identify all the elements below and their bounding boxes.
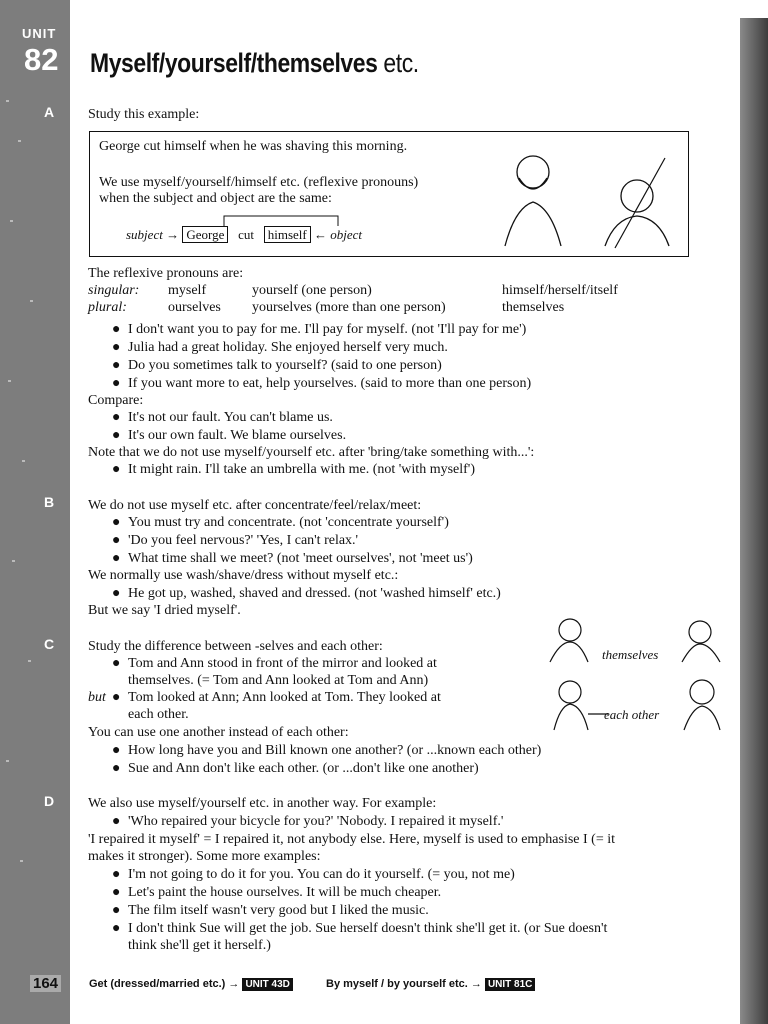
subject-word: George [182, 226, 228, 243]
singular-first: myself [168, 283, 207, 298]
shaving-man-illustration [495, 138, 685, 248]
list-item: ● Tom looked at Ann; Ann looked at Tom. They looked at [112, 690, 441, 705]
plural-first: ourselves [168, 300, 221, 315]
list-item-continued: each other. [128, 707, 189, 722]
list-item: ● He got up, washed, shaved and dressed. (not 'washed himself' etc.) [112, 586, 501, 601]
when-subject-object-line: when the subject and object are the same: [99, 191, 332, 206]
singular-label: singular: [88, 283, 140, 298]
title-main: Myself/yourself/themselves [90, 48, 378, 78]
use-reflexive-line: We use myself/yourself/himself etc. (reflexive pronouns) [99, 175, 419, 190]
list-item: ● Sue and Ann don't like each other. (or ...don't like one another) [112, 761, 479, 776]
but-label: but [88, 690, 106, 705]
list-item: ● 'Who repaired your bicycle for you?' 'Nobody. I repaired it myself.' [112, 814, 504, 829]
compare-label: Compare: [88, 393, 144, 408]
unit-tag: UNIT 43D [242, 978, 292, 991]
study-example-intro: Study this example: [88, 107, 200, 122]
list-item: ● It's our own fault. We blame ourselves. [112, 428, 347, 443]
plural-third: themselves [502, 300, 565, 315]
example-sentence: George cut himself when he was shaving this morning. [99, 139, 408, 154]
reflexive-intro: The reflexive pronouns are: [88, 266, 244, 281]
footer-right-link[interactable]: By myself / by yourself etc. → UNIT 81C [326, 978, 535, 990]
verb-word: cut [238, 227, 254, 242]
unit-tag: UNIT 81C [485, 978, 535, 991]
one-another-line: You can use one another instead of each other: [88, 725, 349, 740]
section-marker-a: A [44, 104, 55, 120]
list-item: ● How long have you and Bill known one another? (or ...known each other) [112, 743, 542, 758]
list-item-continued: think she'll get it herself.) [128, 938, 271, 953]
list-item: ● I don't want you to pay for me. I'll pay for myself. (not 'I'll pay for me') [112, 322, 527, 337]
section-d-intro: We also use myself/yourself etc. in another way. For example: [88, 796, 437, 811]
object-word: himself [264, 226, 311, 243]
list-item: ● Julia had a great holiday. She enjoyed herself very much. [112, 340, 448, 355]
list-item: ● The film itself wasn't very good but I liked the music. [112, 903, 429, 918]
example-box [89, 131, 689, 257]
list-item: ● You must try and concentrate. (not 'concentrate yourself') [112, 515, 449, 530]
list-item: ● Tom and Ann stood in front of the mirror and looked at [112, 656, 437, 671]
section-marker-d: D [44, 793, 55, 809]
diagram-row [126, 226, 362, 243]
plural-second: yourselves (more than one person) [252, 300, 446, 315]
list-item: ● I'm not going to do it for you. You can do it yourself. (= you, not me) [112, 867, 515, 882]
object-label: ← object [314, 227, 363, 242]
title-suffix: etc. [383, 48, 419, 78]
normally-line: We normally use wash/shave/dress without myself etc.: [88, 568, 399, 583]
list-item: ● What time shall we meet? (not 'meet ourselves', not 'meet us') [112, 551, 473, 566]
page-number: 164 [30, 975, 61, 992]
list-item: ● Let's paint the house ourselves. It will be much cheaper. [112, 885, 442, 900]
caption-themselves: themselves [602, 647, 659, 662]
singular-second: yourself (one person) [252, 283, 372, 298]
list-item: ● It's not our fault. You can't blame us. [112, 410, 333, 425]
section-b-intro: We do not use myself etc. after concentrate/feel/relax/meet: [88, 498, 422, 513]
list-item: ● It might rain. I'll take an umbrella with me. (not 'with myself') [112, 462, 475, 477]
footer-left-link[interactable]: Get (dressed/married etc.) → UNIT 43D [89, 978, 293, 990]
unit-number: 82 [24, 42, 59, 77]
section-marker-b: B [44, 494, 55, 510]
but-say-line: But we say 'I dried myself'. [88, 603, 241, 618]
section-marker-c: C [44, 636, 55, 652]
section-c-intro: Study the difference between -selves and each other: [88, 639, 383, 654]
note-line: Note that we do not use myself/yourself etc. after 'bring/take something with...': [88, 445, 535, 460]
unit-label: UNIT [22, 26, 57, 41]
list-item: ● 'Do you feel nervous?' 'Yes, I can't relax.' [112, 533, 359, 548]
subject-label: subject → [126, 227, 180, 242]
left-margin-strip [0, 0, 70, 1024]
singular-third: himself/herself/itself [502, 283, 618, 298]
list-item-continued: themselves. (= Tom and Ann looked at Tom and Ann) [128, 673, 429, 688]
page-title [90, 48, 419, 79]
explain-line-1: 'I repaired it myself' = I repaired it, not anybody else. Here, myself is used to emphasise I (= it [88, 832, 616, 847]
list-item: ● Do you sometimes talk to yourself? (said to one person) [112, 358, 442, 373]
list-item: ● If you want more to eat, help yourselves. (said to more than one person) [112, 376, 532, 391]
caption-each-other: each other [604, 707, 660, 722]
page-edge-shadow [740, 18, 768, 1024]
explain-line-2: makes it stronger). Some more examples: [88, 849, 321, 864]
plural-row [88, 299, 127, 316]
list-item: ● I don't think Sue will get the job. Sue herself doesn't think she'll get it. (or Sue doesn't [112, 921, 608, 936]
plural-label: plural: [88, 300, 127, 315]
bracket-line [220, 214, 360, 226]
singular-row [88, 282, 139, 299]
